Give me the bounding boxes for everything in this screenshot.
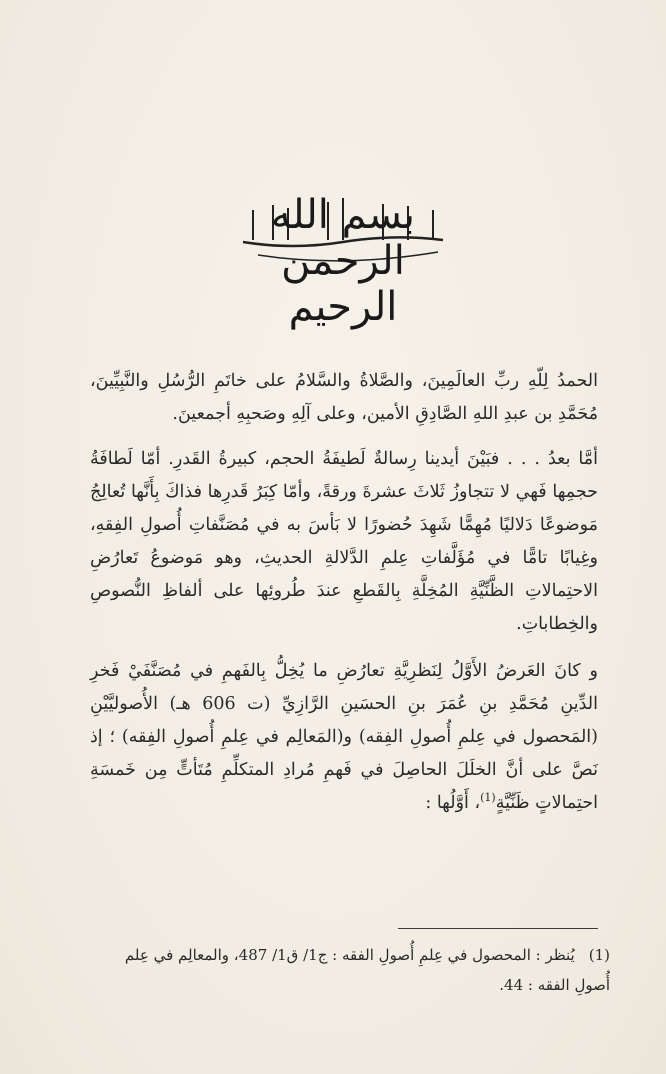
- main-text: [90, 365, 598, 832]
- footnote-text: يُنظر : المحصول في عِلمِ أُصولِ الفقه : ج1/ ق1/ 487، والمعالِم في عِلم أُصولِ الفقه : 44.: [124, 946, 610, 994]
- footnote-divider: [398, 928, 598, 929]
- basmala-text: بسم الله الرحمن الرحيم: [270, 192, 416, 330]
- paragraph-2: أمَّا بعدُ . . . فبَيْنَ أيدينا رِسالةٌ لَطيفَةُ الحجم، كبيرةُ القَدرِ. أمّا لَطافَةُ حجمِها فَهي لا تتجاوزُ ثَلاثَ عشرةَ ورقةً، وأمّا كِبَرُ قَدرِها فذاكَ بِأَنَّها تُعالِجُ مَوضوعًا دَلاليًا مُهِمًّا شَهِدَ حُضورًا لا بَأسَ به في مُصَنَّفاتِ أُصولِ الفِقهِ، وغِيابًا تامًّا في مُؤَلَّفاتِ عِلمِ الدَّلالةِ الحديثِ، وهو مَوضوعُ تَعارُضِ الاحتِمالاتِ الظَّنِّيَّةِ المُخِلَّةِ بِالقَطعِ عندَ طُروئِها على ألفاظِ النُّصوصِ والخِطاباتِ.: [90, 449, 598, 634]
- paragraph-3-tail: ، أَوَّلُها :: [425, 793, 481, 813]
- footnote-marker[interactable]: (1): [480, 791, 496, 805]
- paragraph-3-text: و كانَ العَرضُ الأَوَّلُ لِنَظرِيَّةِ تعارُضِ ما يُخِلُّ بِالفَهمِ في مُصَنَّفَيْ فَخرِ الدِّينِ مُحَمَّدِ بنِ عُمَرَ بنِ الحسَينِ الرَّازِيِّ (ت 606 هـ) الأُصوليَّيْنِ (المَحصول في عِلمِ أُصولِ الفِقه) و(المَعالِم في عِلمِ أُصولِ الفِقه) ؛ إذ نَصَّ على أنَّ الخلَلَ الحاصِلَ في فَهمِ مُرادِ المتكلِّمِ مُتَأتٍّ مِن خَمسَةِ احتِمالاتٍ ظَنِّيَّةٍ: [90, 661, 598, 813]
- paragraph-3: [90, 655, 598, 820]
- basmala-calligraphy: [233, 180, 453, 330]
- footnote: [90, 940, 610, 1000]
- paragraph-1: الحمدُ لِلّهِ ربِّ العالَمِينَ، والصَّلاةُ والسَّلامُ على خاتَمِ الرُّسُلِ والنَّبِيِّينَ، مُحَمَّدِ بن عبدِ اللهِ الصَّادِقِ الأمين، وعلى آلِهِ وصَحبِهِ أجمعينَ.: [90, 371, 598, 424]
- footnote-number: (1): [588, 946, 610, 964]
